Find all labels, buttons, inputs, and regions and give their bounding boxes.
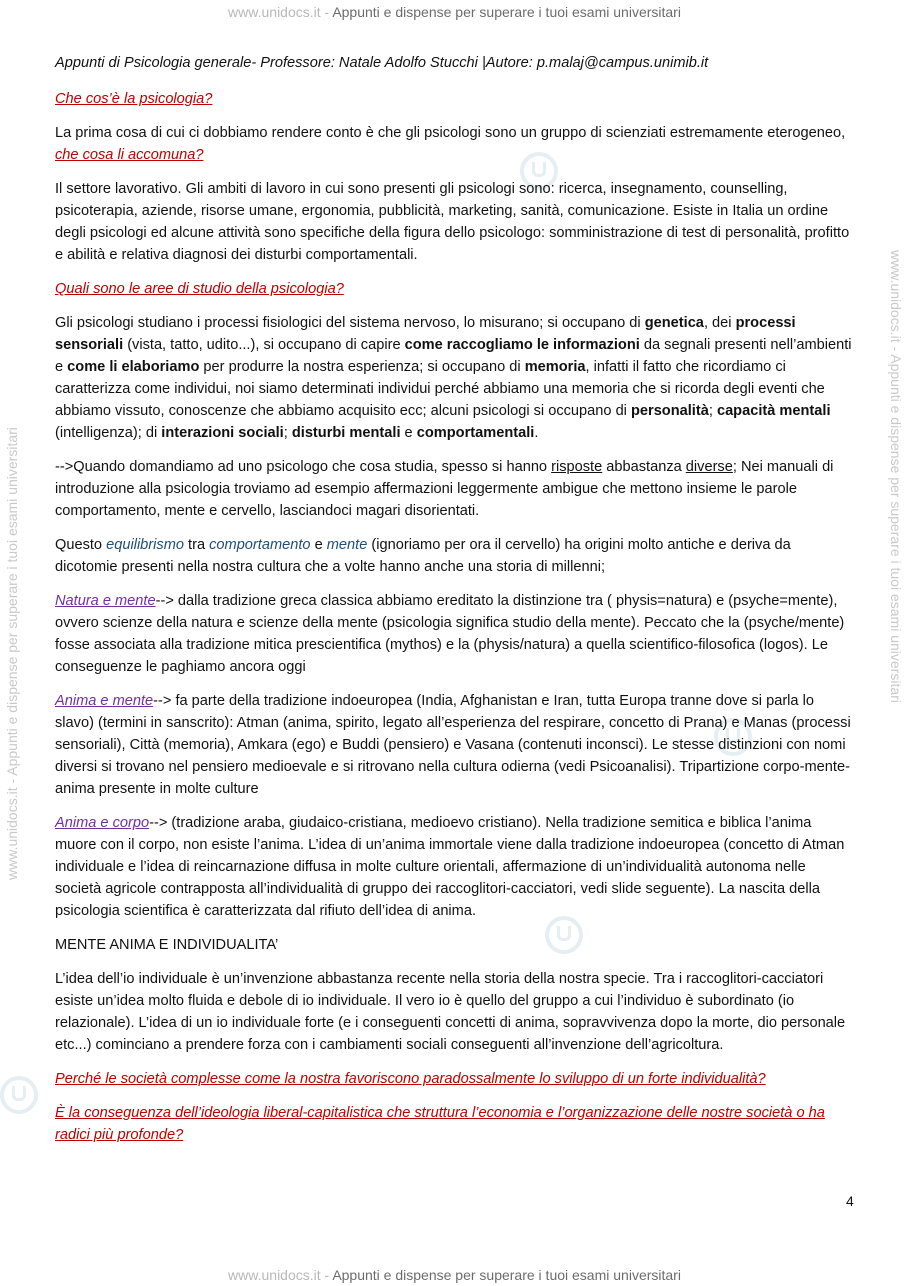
text: e [310, 537, 327, 553]
question-text: Che cos’è la psicologia? [55, 91, 213, 107]
paragraph-5 [55, 534, 855, 578]
paragraph-3 [55, 312, 855, 444]
text: ; [708, 403, 717, 419]
text: . [534, 425, 539, 441]
paragraph-anima-e-corpo [55, 812, 855, 922]
section-label: Natura e mente [55, 593, 156, 609]
paragraph-1 [55, 122, 855, 166]
question-complex-societies [55, 1068, 855, 1090]
text: e [400, 425, 417, 441]
question-what-is-psychology [55, 88, 855, 110]
bold-term: personalità [630, 403, 709, 419]
text: (intelligenza); di [55, 425, 162, 441]
italic-term: equilibrismo [106, 537, 184, 553]
paragraph-4 [55, 456, 855, 522]
text: ; [283, 425, 292, 441]
bold-term: come raccogliamo le informazioni [404, 337, 640, 353]
text: (ignoriamo per ora il cervello) ha origini molto antiche e deriva da dicotomie presenti nella nostra cultura che a volte hanno anche una storia di millenni; [55, 537, 791, 575]
text: , dei [703, 315, 736, 331]
text: -->Quando domandiamo ad uno psicologo che cosa studia, spesso si hanno [55, 459, 552, 475]
paragraph-2: Il settore lavorativo. Gli ambiti di lavoro in cui sono presenti gli psicologi sono: ricerca, insegnamento, counselling, psicoterapia, aziende, risorse umane, ergonomia, pubblicità, marketing, sanità, comunicazione. Esiste in Italia un ordine degli psicologi ed alcune attività sono specifiche della figura dello psicologo: somministrazione di test di personalità, profitto e abilità e relativa diagnosi dei disturbi comportamentali. [55, 181, 850, 263]
text: --> dalla tradizione greca classica abbiamo ereditato la distinzione tra ( physis=natura) e (psyche=mente), ovvero scienze della natura e scienze della mente (psicologia significa studio della mente). Peccato che la (psyche/mente) fosse associata alla tradizione mitica prescientifica (mythos) e la (physis/natura) a quella scientifico-filosofica (logos). Le conseguenze le paghiamo ancora oggi [55, 593, 845, 675]
italic-term: mente [326, 537, 368, 553]
text: , infatti il fatto che ricordiamo ci caratterizza come individui, noi siamo determinati individui perché abbiamo una memoria che si ricorda degli eventi che abbiamo vissuto, conoscenze che abbiamo acquisito ecc; alcuni psicologi si occupano di [55, 359, 825, 419]
text: --> (tradizione araba, giudaico-cristiana, medioevo cristiano). Nella tradizione semitica e biblica l’anima muore con il corpo, non esiste l’anima. L’idea di un’anima immortale viene dalla tradizione indoeuropea (concetto di Atman individuale e l’idea di reincarnazione diffusa in molte culture orientali, affermazione di un’individualità autonoma nelle società agricole contrapposta all’individualità di gruppo dei raccoglitori-cacciatori, vedi slide seguente). La nascita della psicologia scientifica è caratterizzata dal rifiuto dell’idea di anima. [55, 815, 845, 919]
text: (vista, tatto, udito...), si occupano di capire [123, 337, 405, 353]
italic-term: comportamento [209, 537, 311, 553]
bold-term: memoria [524, 359, 586, 375]
text: da segnali presenti nell’ambienti e [55, 337, 852, 375]
paragraph-individualita: L’idea dell’io individuale è un’invenzione abbastanza recente nella storia della nostra specie. Tra i raccoglitori-cacciatori esiste un’idea molto fluida e debole di io individuale. Il vero io è quello del gruppo a cui l’individuo è subordinato (io relazionale). L’idea di un io individuale forte (e i conseguenti concetti di anima, sopravvivenza dopo la morte, dio personale etc...) cominciano a prendere forza con i cambiamenti sociali conseguenti all’invenzione dell’agricoltura. [55, 971, 846, 1053]
watermark-right: www.unidocs.it - Appunti e dispense per superare i tuoi esami universitari [888, 250, 904, 703]
document-body [55, 52, 855, 1158]
text: ; Nei manuali di introduzione alla psicologia troviamo ad esempio affermazioni leggermente ambigue che mettono insieme le parole comportamento, mente e cervello, lasciandoci magari disorientati. [55, 459, 834, 519]
watermark-site: www.unidocs.it - [228, 4, 333, 20]
watermark-top [0, 4, 909, 20]
bold-term: capacità mentali [716, 403, 831, 419]
watermark-site: www.unidocs.it - [228, 1267, 333, 1283]
inline-question: che cosa li accomuna? [55, 147, 204, 163]
text: Questo [55, 537, 107, 553]
question-text: È la conseguenza dell’ideologia liberal-capitalistica che struttura l’economia e l’organizzazione delle nostre società o ha radici più profonde? [55, 1105, 825, 1143]
bold-term: comportamentali [416, 425, 535, 441]
page-number: 4 [846, 1193, 854, 1209]
bold-term: processi sensoriali [55, 315, 796, 353]
text: --> fa parte della tradizione indoeuropea (India, Afghanistan e Iran, tutta Europa tranne dove si parla lo slavo) (termini in sanscrito): Atman (anima, spirito, legato all’esperienza del respirare, concetto di Prana) e Manas (processi sensoriali), Città (memoria), Amkara (ego) e Buddi (pensiero) e Vasana (contenuti inconsci). Le stesse distinzioni con nomi diversi si trovano nel pensiero medioevale e si ritrovano nella cultura odierna (vedi Psicoanalisi). Tripartizione corpo-mente-anima presente in molte culture [55, 693, 851, 797]
question-liberal-capitalism [55, 1102, 855, 1146]
text: Gli psicologi studiano i processi fisiologici del sistema nervoso, lo misurano; si occupano di [55, 315, 645, 331]
bold-term: disturbi mentali [291, 425, 401, 441]
section-label: Anima e mente [55, 693, 154, 709]
question-text: Quali sono le aree di studio della psicologia? [55, 281, 344, 297]
watermark-tagline: Appunti e dispense per superare i tuoi esami universitari [332, 4, 681, 20]
paragraph-natura-e-mente [55, 590, 855, 678]
watermark-left: www.unidocs.it - Appunti e dispense per superare i tuoi esami universitari [4, 427, 20, 880]
bold-term: come li elaboriamo [67, 359, 200, 375]
underlined-term: risposte [551, 459, 603, 475]
watermark-logo-icon [0, 1076, 38, 1114]
document-header: Appunti di Psicologia generale- Professore: Natale Adolfo Stucchi |Autore: p.malaj@campus.unimib.it [55, 55, 709, 71]
section-label: Anima e corpo [55, 815, 150, 831]
underlined-term: diverse [685, 459, 733, 475]
watermark-bottom [0, 1267, 909, 1283]
bold-term: interazioni sociali [161, 425, 284, 441]
bold-term: genetica [644, 315, 704, 331]
text: abbastanza [602, 459, 686, 475]
paragraph-anima-e-mente [55, 690, 855, 800]
question-text: Perché le società complesse come la nostra favoriscono paradossalmente lo sviluppo di un forte individualità? [55, 1071, 766, 1087]
question-study-areas [55, 278, 855, 300]
paragraph-text: La prima cosa di cui ci dobbiamo rendere conto è che gli psicologi sono un gruppo di scienziati estremamente eterogeneo, [55, 125, 846, 141]
text: tra [183, 537, 210, 553]
watermark-tagline: Appunti e dispense per superare i tuoi esami universitari [332, 1267, 681, 1283]
text: per produrre la nostra esperienza; si occupano di [199, 359, 525, 375]
section-heading: MENTE ANIMA E INDIVIDUALITA’ [55, 937, 279, 953]
